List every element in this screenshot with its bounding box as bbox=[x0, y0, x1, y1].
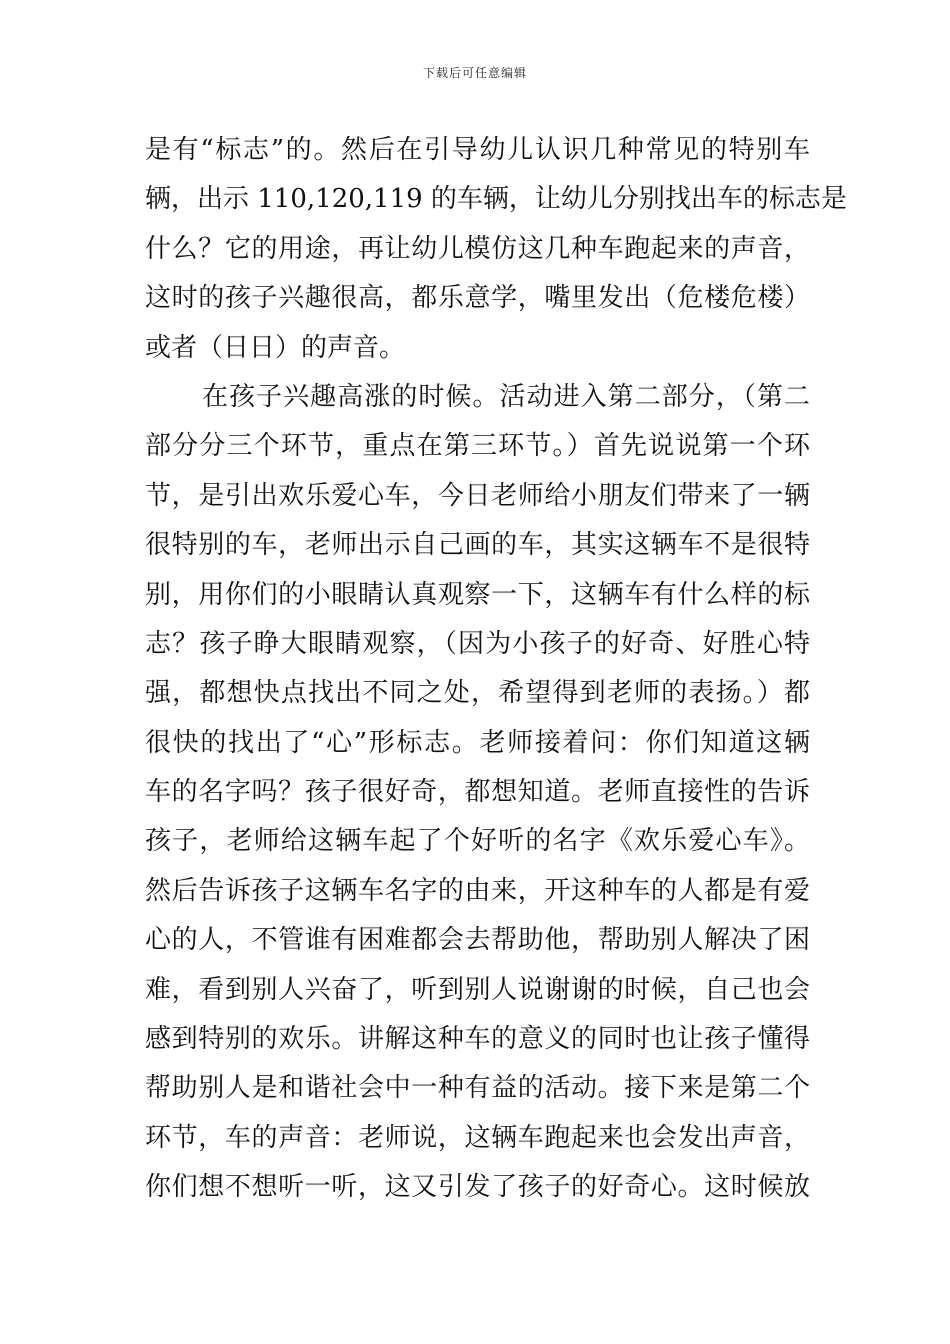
text-line: 车的名字吗？孩子很好奇，都想知道。老师直接性的告诉 bbox=[145, 777, 810, 808]
text-line: 强，都想快点找出不同之处，希望得到老师的表扬。）都 bbox=[145, 678, 810, 709]
text-line: 你们想不想听一听，这又引发了孩子的好奇心。这时候放 bbox=[145, 1172, 810, 1203]
text-line: 在孩子兴趣高涨的时候。活动进入第二部分，（第二 bbox=[202, 381, 810, 412]
text-line: 这时的孩子兴趣很高，都乐意学，嘴里发出（危楼危楼） bbox=[145, 283, 810, 314]
text-line: 部分分三个环节，重点在第三环节。）首先说说第一个环 bbox=[145, 431, 810, 462]
text-line: 然后告诉孩子这辆车名字的由来，开这种车的人都是有爱 bbox=[145, 875, 810, 906]
page-header: 下载后可任意编辑 bbox=[422, 66, 527, 80]
text-line: 是有“标志”的。然后在引导幼儿认识几种常见的特别车 bbox=[145, 135, 810, 165]
body-text bbox=[145, 126, 847, 1213]
text-line: 难，看到别人兴奋了，听到别人说谢谢的时候，自己也会 bbox=[145, 974, 810, 1005]
text-line: 心的人，不管谁有困难都会去帮助他，帮助别人解决了困 bbox=[145, 925, 810, 956]
text-line: 环节，车的声音：老师说，这辆车跑起来也会发出声音， bbox=[145, 1122, 810, 1153]
text-line: 孩子，老师给这辆车起了个好听的名字《欢乐爱心车》。 bbox=[145, 826, 810, 857]
text-line: 很快的找出了“心”形标志。老师接着问：你们知道这辆 bbox=[145, 727, 810, 758]
text-line: 志？孩子睁大眼睛观察，（因为小孩子的好奇、好胜心特 bbox=[145, 628, 810, 659]
text-line: 节，是引出欢乐爱心车，今日老师给小朋友们带来了一辆 bbox=[145, 480, 810, 511]
text-line: 别，用你们的小眼睛认真观察一下，这辆车有什么样的标 bbox=[145, 579, 810, 610]
text-line: 或者（日日）的声音。 bbox=[145, 332, 406, 363]
text-line: 什么？它的用途，再让幼儿模仿这几种车跑起来的声音， bbox=[145, 233, 810, 264]
text-line: 感到特别的欢乐。讲解这种车的意义的同时也让孩子懂得 bbox=[145, 1024, 810, 1055]
text-line: 帮助别人是和谐社会中一种有益的活动。接下来是第二个 bbox=[145, 1073, 810, 1104]
text-line: 辆，出示 110,120,119 的车辆，让幼儿分别找出车的标志是 bbox=[145, 184, 847, 215]
text-line: 很特别的车，老师出示自己画的车，其实这辆车不是很特 bbox=[145, 530, 810, 561]
